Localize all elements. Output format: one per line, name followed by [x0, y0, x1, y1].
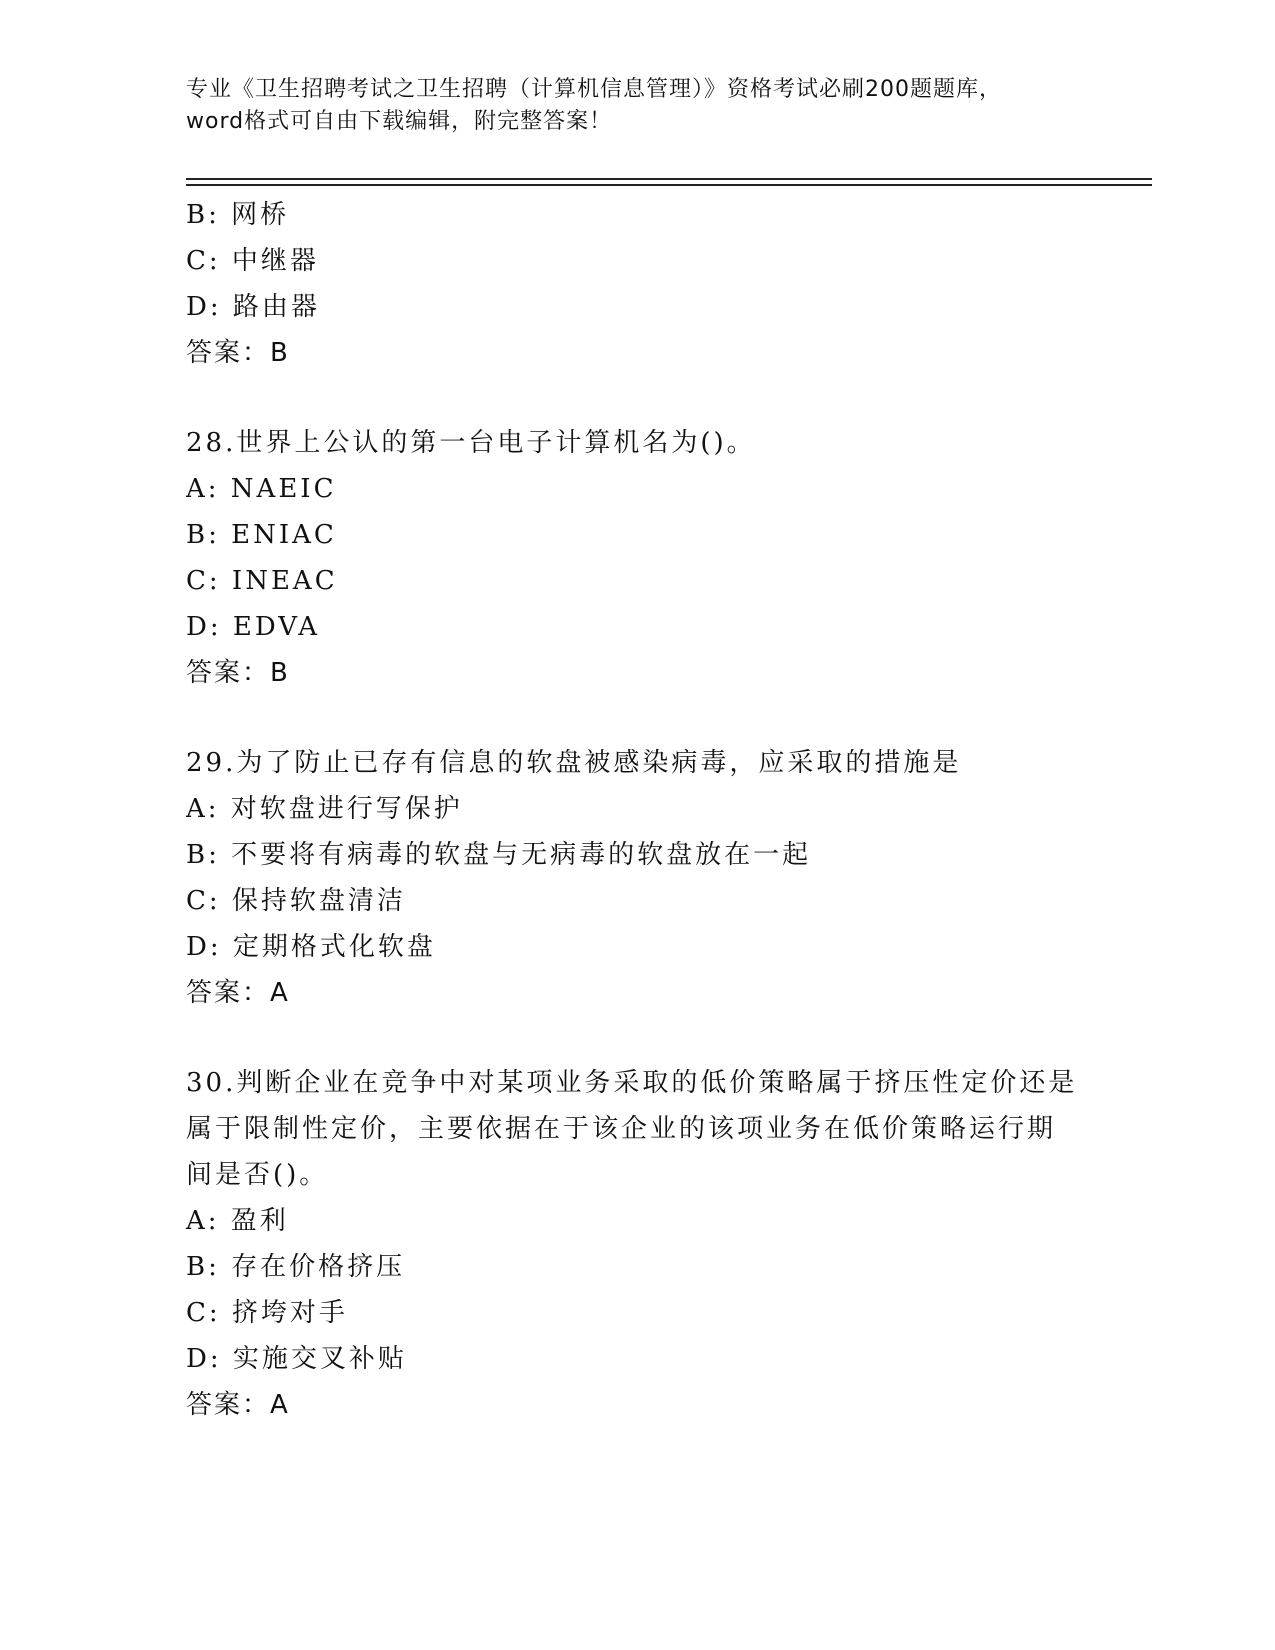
- answer-line: 答案：A: [186, 1390, 290, 1420]
- document-header: [186, 74, 1086, 138]
- answer-line: 答案：B: [186, 338, 290, 368]
- option-d: D: 路由器: [186, 292, 320, 322]
- question-stem-line-3: 间是否()。: [186, 1160, 329, 1190]
- question-list: [186, 192, 1086, 1428]
- option-d: D: 定期格式化软盘: [186, 932, 436, 962]
- answer-line: 答案：B: [186, 658, 290, 688]
- option-b: B: ENIAC: [186, 520, 337, 550]
- question-gap: [186, 376, 1086, 420]
- option-c: C: 中继器: [186, 246, 319, 276]
- header-title-line-1: 专业《卫生招聘考试之卫生招聘（计算机信息管理）》资格考试必刷200题题库，: [186, 77, 1002, 102]
- header-divider-top: [186, 178, 1152, 180]
- question-stem-line-1: 30.判断企业在竞争中对某项业务采取的低价策略属于挤压性定价还是: [186, 1068, 1078, 1098]
- option-d: D: 实施交叉补贴: [186, 1344, 407, 1374]
- option-a: A: 对软盘进行写保护: [186, 794, 463, 824]
- question-29: [186, 740, 1086, 1016]
- answer-line: 答案：A: [186, 978, 290, 1008]
- option-c: C: 挤垮对手: [186, 1298, 348, 1328]
- question-28: [186, 420, 1086, 696]
- header-divider-bottom: [186, 184, 1152, 186]
- question-27-partial: [186, 192, 1086, 376]
- option-a: A: NAEIC: [186, 474, 337, 504]
- question-stem: 28.世界上公认的第一台电子计算机名为()。: [186, 428, 756, 458]
- option-d: D: EDVA: [186, 612, 321, 642]
- option-b: B: 存在价格挤压: [186, 1252, 406, 1282]
- option-c: C: INEAC: [186, 566, 338, 596]
- question-stem: 29.为了防止已存有信息的软盘被感染病毒，应采取的措施是: [186, 748, 962, 778]
- question-gap: [186, 1016, 1086, 1060]
- question-30: [186, 1060, 1086, 1428]
- option-b: B: 不要将有病毒的软盘与无病毒的软盘放在一起: [186, 840, 812, 870]
- question-gap: [186, 696, 1086, 740]
- header-title-line-2: word格式可自由下载编辑，附完整答案！: [186, 109, 613, 134]
- question-stem-line-2: 属于限制性定价，主要依据在于该企业的该项业务在低价策略运行期: [186, 1114, 1057, 1144]
- option-b: B: 网桥: [186, 200, 290, 230]
- option-a: A: 盈利: [186, 1206, 289, 1236]
- option-c: C: 保持软盘清洁: [186, 886, 406, 916]
